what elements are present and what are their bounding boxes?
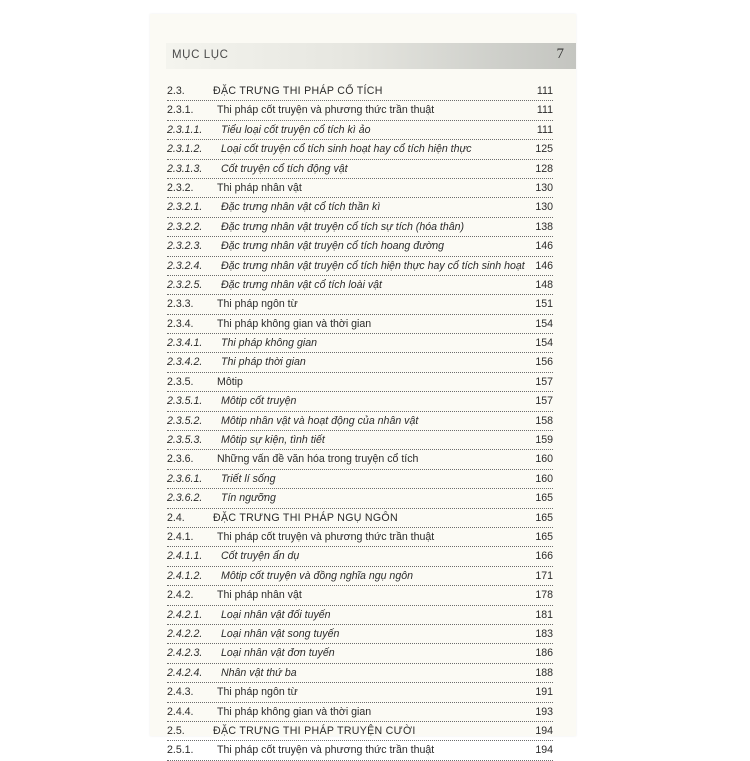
toc-entry-number: 2.4.2.4. — [167, 666, 203, 679]
toc-entry — [167, 703, 553, 722]
toc-entry-page: 157 — [535, 375, 553, 388]
toc-entry-number: 2.4.2.2. — [167, 627, 203, 640]
toc-entry-title: Thi pháp ngôn từ — [217, 298, 298, 311]
toc-entry-number: 2.3.1.3. — [167, 162, 203, 175]
toc-entry-number: 2.4.2. — [167, 589, 194, 602]
toc-entry-number: 2.3.4.2. — [167, 356, 203, 369]
toc-entry-title: Những vấn đề văn hóa trong truyện cổ tích — [217, 453, 419, 466]
toc-entry — [167, 412, 553, 431]
toc-entry-number: 2.3.1.2. — [167, 143, 203, 156]
toc-entry — [167, 179, 553, 198]
toc-entry-title: Loại nhân vật đối tuyến — [221, 608, 331, 621]
toc-entry-page: 178 — [535, 589, 553, 602]
header-title: MỤC LỤC — [172, 49, 229, 61]
toc-entry-page: 146 — [535, 240, 553, 253]
toc-entry-number: 2.3.5.3. — [167, 434, 203, 447]
toc-entry-number: 2.3.2. — [167, 181, 194, 194]
toc-entry-page: 154 — [535, 317, 553, 330]
toc-entry-number: 2.4.1.2. — [167, 569, 203, 582]
toc-entry — [167, 625, 553, 644]
toc-entry-title: Môtip cốt truyện — [221, 395, 297, 408]
toc-entry-page: 148 — [535, 278, 553, 291]
toc-entry-page: 146 — [535, 259, 553, 272]
toc-entry-page: 191 — [535, 686, 553, 699]
toc-entry-number: 2.3. — [167, 85, 185, 97]
header-page-number: 7 — [556, 46, 564, 62]
toc-entry-title: Tín ngưỡng — [221, 492, 276, 505]
toc-entry-page: 165 — [535, 492, 553, 505]
toc-entry-title: Môtip sự kiện, tình tiết — [221, 434, 325, 447]
toc-entry-title: Loại nhân vật đơn tuyến — [221, 647, 335, 660]
toc-entry-number: 2.4.1. — [167, 530, 194, 543]
toc-entry-title: Môtip nhân vật và hoạt động của nhân vật — [221, 414, 419, 427]
toc-entry-title: Thi pháp cốt truyện và phương thức trần thuật — [217, 104, 435, 117]
toc-entry-title: Thi pháp ngôn từ — [217, 686, 298, 699]
toc-entry-title: ĐẶC TRƯNG THI PHÁP CỔ TÍCH — [213, 85, 383, 97]
toc-entry-page: 111 — [536, 85, 553, 97]
page-header — [166, 43, 576, 69]
table-of-contents — [167, 82, 553, 761]
toc-entry — [167, 431, 553, 450]
toc-entry-page: 154 — [535, 337, 553, 350]
toc-entry-number: 2.4. — [167, 511, 185, 524]
toc-entry-page: 165 — [535, 530, 553, 543]
toc-entry-title: Thi pháp cốt truyện và phương thức trần thuật — [217, 530, 435, 543]
toc-entry-title: Thi pháp không gian và thời gian — [217, 317, 372, 330]
toc-entry-title: Thi pháp nhân vật — [217, 181, 302, 194]
toc-entry-title: Thi pháp nhân vật — [217, 589, 302, 602]
toc-entry-number: 2.4.2.3. — [167, 647, 203, 660]
toc-entry — [167, 257, 553, 276]
toc-entry-title: Môtip — [217, 375, 243, 388]
toc-entry-number: 2.3.2.5. — [167, 278, 203, 291]
toc-entry-title: Cốt truyện ẩn dụ — [221, 550, 300, 563]
toc-entry-title: Đặc trưng nhân vật cổ tích loài vật — [221, 278, 382, 291]
toc-entry-page: 128 — [535, 162, 553, 175]
toc-entry-page: 138 — [535, 220, 553, 233]
toc-entry-page: 111 — [536, 123, 553, 136]
toc-entry-number: 2.3.6. — [167, 453, 194, 466]
toc-entry-number: 2.3.4.1. — [167, 337, 203, 350]
toc-entry-page: 183 — [535, 627, 553, 640]
toc-entry — [167, 198, 553, 217]
toc-entry — [167, 237, 553, 256]
toc-entry — [167, 101, 553, 120]
toc-entry-number: 2.3.2.1. — [167, 201, 203, 214]
toc-entry-title: Cốt truyện cổ tích động vật — [221, 162, 348, 175]
toc-entry — [167, 450, 553, 469]
toc-entry — [167, 276, 553, 295]
toc-entry-page: 181 — [535, 608, 553, 621]
toc-entry-page: 193 — [535, 705, 553, 718]
toc-entry-page: 125 — [535, 143, 553, 156]
toc-entry-number: 2.3.4. — [167, 317, 194, 330]
toc-entry-page: 130 — [535, 181, 553, 194]
toc-entry-number: 2.5. — [167, 724, 185, 737]
toc-entry-number: 2.4.2.1. — [167, 608, 203, 621]
toc-entry-number: 2.4.3. — [167, 686, 194, 699]
toc-entry — [167, 160, 553, 179]
toc-entry-title: Loại nhân vật song tuyến — [221, 627, 340, 640]
toc-entry-number: 2.3.2.4. — [167, 259, 203, 272]
toc-entry-page: 188 — [535, 666, 553, 679]
toc-entry-page: 130 — [535, 201, 553, 214]
toc-entry-number: 2.3.5.2. — [167, 414, 203, 427]
toc-entry — [167, 528, 553, 547]
toc-entry-number: 2.3.2.2. — [167, 220, 203, 233]
toc-entry — [167, 567, 553, 586]
toc-entry — [167, 606, 553, 625]
toc-entry-page: 165 — [535, 511, 553, 524]
toc-entry-title: Đặc trưng nhân vật cổ tích thần kì — [221, 201, 381, 214]
toc-entry-page: 156 — [535, 356, 553, 369]
toc-entry — [167, 353, 553, 372]
toc-entry-number: 2.3.2.3. — [167, 240, 203, 253]
toc-entry — [167, 140, 553, 159]
toc-entry — [167, 218, 553, 237]
toc-entry-title: Thi pháp cốt truyện và phương thức trần thuật — [217, 744, 435, 757]
toc-entry — [167, 82, 553, 101]
toc-entry-page: 157 — [535, 395, 553, 408]
toc-entry — [167, 741, 553, 760]
toc-entry-page: 111 — [536, 104, 553, 117]
toc-entry-page: 160 — [535, 453, 553, 466]
toc-entry-title: Tiểu loại cốt truyện cổ tích kì ảo — [221, 123, 371, 136]
toc-entry-number: 2.4.4. — [167, 705, 194, 718]
book-page — [150, 14, 576, 757]
toc-entry-number: 2.3.1.1. — [167, 123, 203, 136]
toc-entry — [167, 683, 553, 702]
toc-entry — [167, 392, 553, 411]
toc-entry-page: 194 — [535, 724, 553, 737]
toc-entry-title: ĐẶC TRƯNG THI PHÁP NGỤ NGÔN — [213, 511, 398, 524]
toc-entry — [167, 664, 553, 683]
toc-entry-title: Nhân vật thứ ba — [221, 666, 297, 679]
toc-entry-page: 194 — [535, 744, 553, 757]
toc-entry-page: 186 — [535, 647, 553, 660]
toc-entry-page: 166 — [535, 550, 553, 563]
toc-entry — [167, 373, 553, 392]
toc-entry — [167, 121, 553, 140]
toc-entry-page: 160 — [535, 472, 553, 485]
toc-entry — [167, 315, 553, 334]
toc-entry-title: Triết lí sống — [221, 472, 276, 485]
toc-entry-number: 2.3.6.2. — [167, 492, 203, 505]
toc-entry — [167, 547, 553, 566]
toc-entry — [167, 489, 553, 508]
toc-entry-title: Thi pháp thời gian — [221, 356, 306, 369]
toc-entry-number: 2.4.1.1. — [167, 550, 203, 563]
toc-entry-number: 2.3.3. — [167, 298, 194, 311]
toc-entry — [167, 644, 553, 663]
toc-entry-number: 2.3.5. — [167, 375, 194, 388]
toc-entry-title: Đặc trưng nhân vật truyện cổ tích sự tích (hóa thân) — [221, 220, 465, 233]
toc-entry-number: 2.3.6.1. — [167, 472, 203, 485]
toc-entry — [167, 722, 553, 741]
toc-entry-page: 171 — [535, 569, 553, 582]
toc-entry — [167, 470, 553, 489]
toc-entry-page: 159 — [535, 434, 553, 447]
toc-entry-page: 151 — [535, 298, 553, 311]
toc-entry — [167, 295, 553, 314]
toc-entry-title: Đặc trưng nhân vật truyện cổ tích hiện thực hay cổ tích sinh hoạt — [221, 259, 525, 272]
toc-entry — [167, 334, 553, 353]
toc-entry-title: Thi pháp không gian và thời gian — [217, 705, 372, 718]
toc-entry-number: 2.3.1. — [167, 104, 194, 117]
toc-entry-page: 158 — [535, 414, 553, 427]
toc-entry-title: Loại cốt truyện cổ tích sinh hoạt hay cổ tích hiện thực — [221, 143, 472, 156]
toc-entry-title: Đặc trưng nhân vật truyện cổ tích hoang đường — [221, 240, 445, 253]
toc-entry-title: Thi pháp không gian — [221, 337, 318, 350]
toc-entry-title: Môtip cốt truyện và đồng nghĩa ngụ ngôn — [221, 569, 414, 582]
toc-entry-title: ĐẶC TRƯNG THI PHÁP TRUYỆN CƯỜI — [213, 724, 416, 737]
toc-entry — [167, 586, 553, 605]
toc-entry-number: 2.5.1. — [167, 744, 194, 757]
toc-entry — [167, 509, 553, 528]
toc-entry-number: 2.3.5.1. — [167, 395, 203, 408]
